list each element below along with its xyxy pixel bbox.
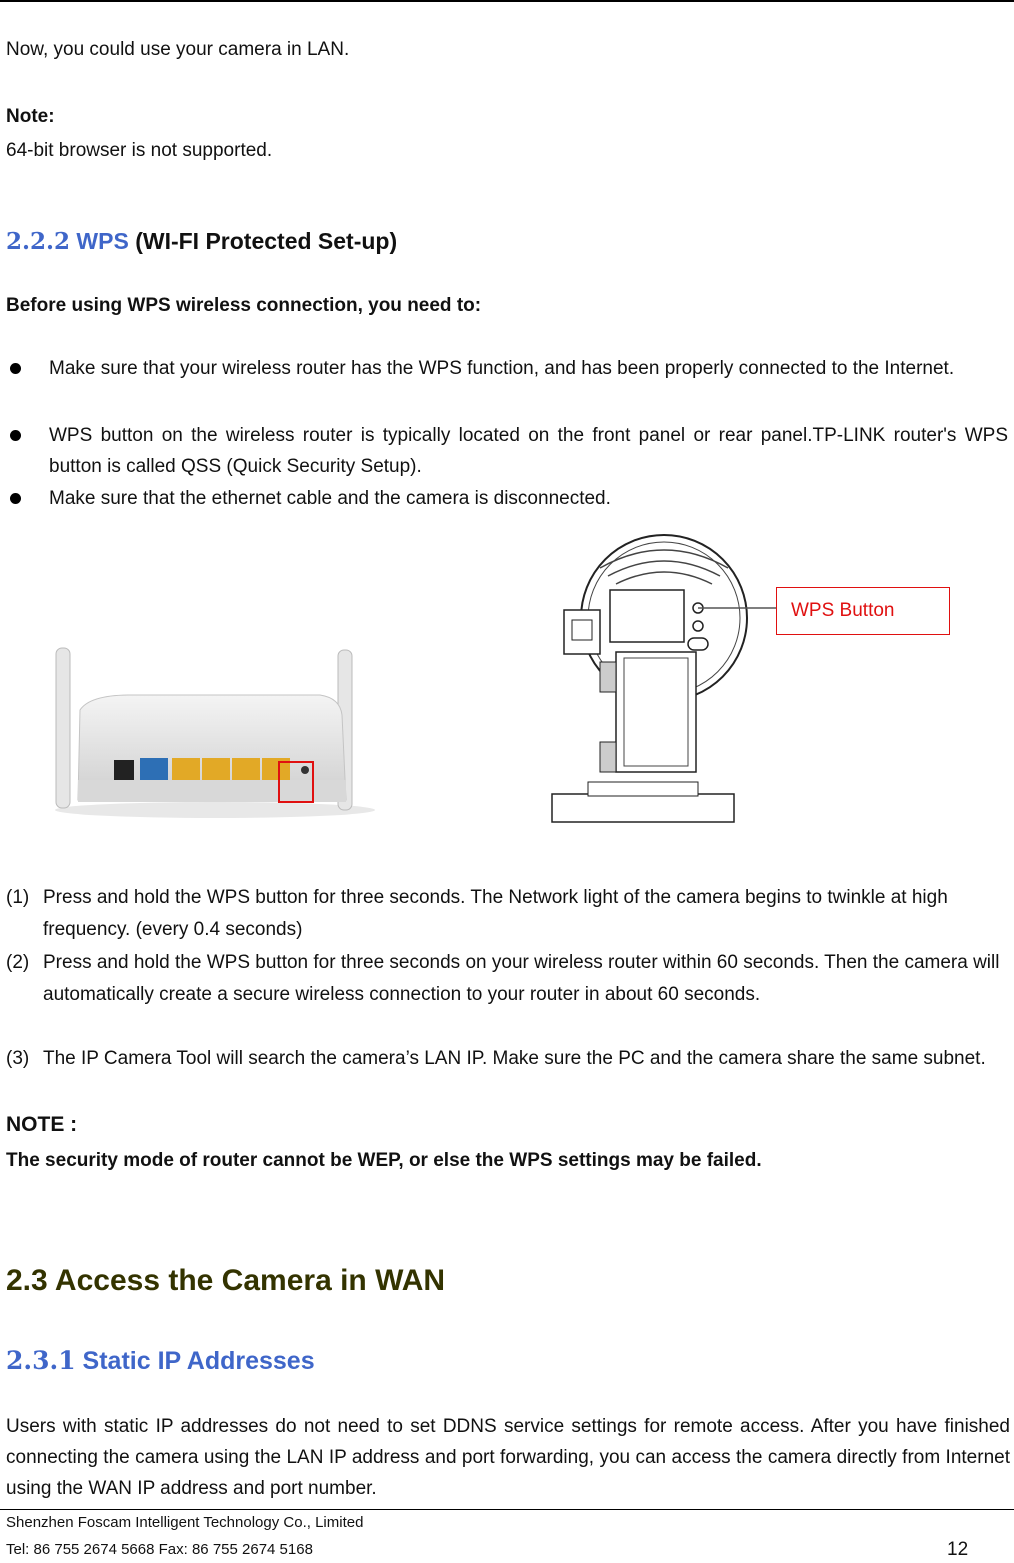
section-title-wps: WPS: [76, 228, 129, 254]
step-number: (2): [6, 952, 30, 973]
step-text: The IP Camera Tool will search the camera’s LAN IP. Make sure the PC and the camera share the same subnet.: [43, 1048, 986, 1069]
bullet-text: Make sure that the ethernet cable and the camera is disconnected.: [49, 488, 611, 509]
before-text: Before using WPS wireless connection, you need to:: [6, 295, 482, 316]
note-text: 64-bit browser is not supported.: [6, 140, 273, 161]
step-item: [6, 1043, 1011, 1075]
step-number: (3): [6, 1048, 30, 1069]
step-text: Press and hold the WPS button for three seconds. The Network light of the camera begins to twinkle at high frequency. (every 0.4 seconds): [43, 887, 948, 940]
section-heading-wps: [6, 228, 397, 255]
bullet-dot-icon: [10, 430, 21, 441]
section-title-rest: (WI-FI Protected Set-up): [135, 228, 398, 254]
lan-sentence: Now, you could use your camera in LAN.: [6, 39, 350, 60]
static-ip-paragraph: Users with static IP addresses do not need to set DDNS service settings for remote access. After you have finished connecting the camera using the LAN IP address and port forwarding, you can access the camera directly from Internet using the WAN IP address and port number.: [6, 1416, 1010, 1499]
note-label: Note:: [6, 106, 55, 127]
wps-note-label: NOTE :: [6, 1113, 78, 1136]
subsection-heading-static-ip: [6, 1346, 315, 1376]
top-rule: [0, 0, 1014, 2]
step-number: (1): [6, 887, 30, 908]
bullet-item: [6, 420, 1008, 482]
bullet-text: WPS button on the wireless router is typically located on the front panel or rear panel.TP-LINK router's WPS button is called QSS (Quick Security Setup).: [49, 425, 1008, 477]
bullet-item: [6, 353, 1008, 384]
wps-note-text: The security mode of router cannot be WEP, or else the WPS settings may be failed.: [6, 1150, 762, 1171]
section-number: 2.2.2: [6, 228, 71, 255]
subsection-title: Static IP Addresses: [82, 1347, 315, 1375]
bullet-dot-icon: [10, 363, 21, 374]
bullet-text: Make sure that your wireless router has the WPS function, and has been properly connected to the Internet.: [49, 358, 955, 379]
bullet-item: [6, 483, 1008, 514]
bullet-dot-icon: [10, 493, 21, 504]
camera-illustration: [548, 532, 780, 828]
page-number: 12: [947, 1539, 969, 1560]
step-item: [6, 947, 1011, 1011]
wps-button-callout: WPS Button: [776, 587, 950, 635]
subsection-number: 2.3.1: [6, 1346, 76, 1375]
router-illustration: [50, 640, 380, 820]
footer-contact: Tel: 86 755 2674 5668 Fax: 86 755 2674 5168: [6, 1541, 313, 1558]
step-item: [6, 882, 1011, 946]
footer-rule: [0, 1509, 1014, 1510]
section-heading-wan: 2.3 Access the Camera in WAN: [6, 1264, 446, 1297]
footer-company: Shenzhen Foscam Intelligent Technology Co., Limited: [6, 1514, 364, 1531]
step-text: Press and hold the WPS button for three seconds on your wireless router within 60 seconds. Then the camera will automatically create a secure wireless connection to your router in about 60 seconds.: [43, 952, 1000, 1005]
